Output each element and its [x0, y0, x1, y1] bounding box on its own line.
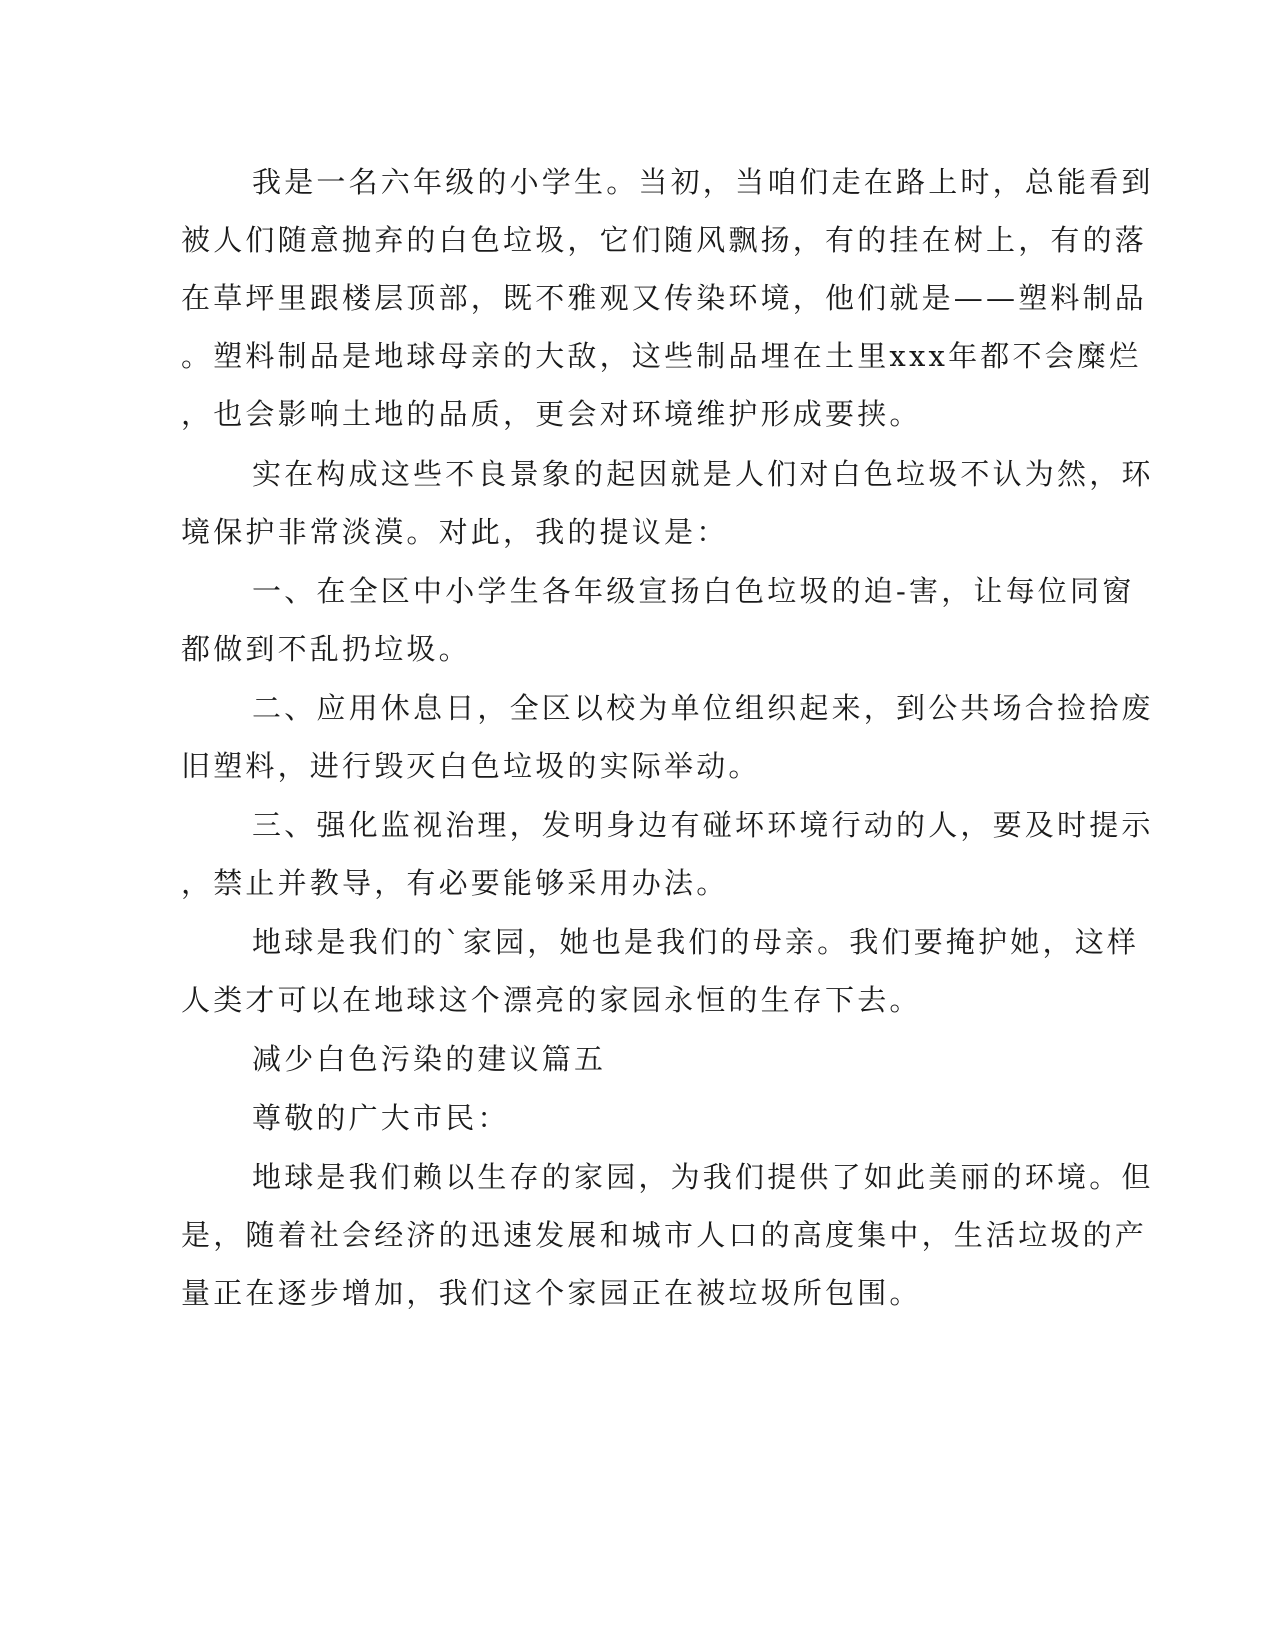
text-line: 我是一名六年级的小学生。当初，当咱们走在路上时，总能看到	[252, 165, 1154, 199]
text-line: 一、在全区中小学生各年级宣扬白色垃圾的迫-害，让每位同窗	[252, 574, 1135, 608]
text-line: 。塑料制品是地球母亲的大敌，这些制品埋在土里xxx年都不会糜烂	[181, 339, 1142, 373]
text-line: 实在构成这些不良景象的起因就是人们对白色垃圾不认为然，环	[252, 457, 1154, 491]
text-line: 地球是我们的`家园，她也是我们的母亲。我们要掩护她，这样	[252, 925, 1140, 959]
salutation: 尊敬的广大市民：	[252, 1101, 510, 1135]
text-line: ，也会影响土地的品质，更会对环境维护形成要挟。	[181, 397, 922, 431]
text-line: 在草坪里跟楼层顶部，既不雅观又传染环境，他们就是——塑料制品	[181, 281, 1148, 315]
text-line: 地球是我们赖以生存的家园，为我们提供了如此美丽的环境。但	[252, 1160, 1154, 1194]
text-line: 被人们随意抛弃的白色垃圾，它们随风飘扬，有的挂在树上，有的落	[181, 223, 1148, 257]
text-line: 旧塑料，进行毁灭白色垃圾的实际举动。	[181, 749, 761, 783]
text-line: 境保护非常淡漠。对此，我的提议是：	[181, 515, 729, 549]
text-line: ，禁止并教导，有必要能够采用办法。	[181, 866, 729, 900]
section-heading: 减少白色污染的建议篇五	[252, 1042, 607, 1076]
text-line: 量正在逐步增加，我们这个家园正在被垃圾所包围。	[181, 1276, 922, 1310]
text-line: 是，随着社会经济的迅速发展和城市人口的高度集中，生活垃圾的产	[181, 1218, 1148, 1252]
text-line: 人类才可以在地球这个漂亮的家园永恒的生存下去。	[181, 983, 922, 1017]
text-line: 二、应用休息日，全区以校为单位组织起来，到公共场合捡拾废	[252, 691, 1154, 725]
text-line: 三、强化监视治理，发明身边有碰坏环境行动的人，要及时提示	[252, 808, 1154, 842]
text-line: 都做到不乱扔垃圾。	[181, 632, 471, 666]
